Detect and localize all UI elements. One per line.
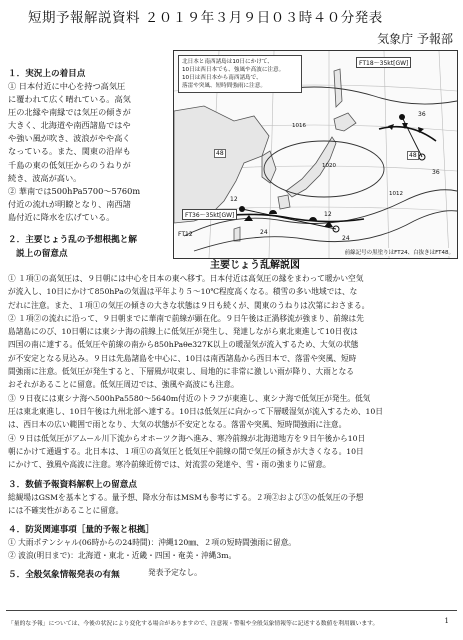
map-caption: 主要じょう乱解説図	[210, 260, 300, 271]
section5-note: 発表予定なし。	[148, 568, 202, 577]
cold-front-north	[379, 123, 436, 141]
page-number: 1	[444, 617, 449, 625]
section2-line: は、西日本の広い範囲で雨となり、大気の状態が不安定となる。落雷や突風、短時間強雨に注意。	[8, 420, 347, 430]
section4-body	[8, 536, 458, 563]
isobar-label: 1016	[292, 123, 306, 129]
section1-line: 千島の東の低気圧からのうねりが	[8, 159, 131, 170]
section5-heading: ５．全般気象情報発表の有無	[8, 570, 120, 580]
section2-line: 島諸島にのび、10日朝には東シナ海の前線上に低気圧が発生し、発達しながら東北東進して10日夜は	[8, 327, 358, 337]
section2-line: ② １項②の流れに沿って、９日朝までに華南で前線が顕在化。９日午後は正渦移流が強まり、前線は先	[8, 313, 364, 323]
section3-body	[8, 491, 458, 518]
section4-line: ① 大雨ポテンシャル(06時からの24時間)：沖縄120㎜、２項の短時間強雨に留意。	[8, 538, 296, 547]
map-annotation-line: 落雷や突風、短時間強雨に注意。	[182, 83, 266, 89]
section1-line: に覆われて広く晴れている。高気	[8, 94, 131, 105]
pressure-label: 12	[324, 211, 332, 218]
section4-heading: ４．防災関連事項［量的予報と根拠］	[8, 525, 155, 535]
section2-line: 朝にかけて通過する。北日本は、１項①の高気圧と低気圧や前線の間で気圧の傾きが大きくなる。10日	[8, 446, 364, 456]
japan-kyushu	[278, 195, 290, 209]
section1-line: なっている。また、関東の沿岸も	[8, 146, 131, 157]
section2-line: 四国の南に達する。低気圧や前線の南から850hPaθe327K以上の暖湿気が流入するため、大気の状態	[8, 340, 359, 350]
issuer: 気象庁 予報部	[377, 32, 453, 46]
pressure-label: 48	[409, 152, 417, 159]
japan-hokkaido	[334, 113, 356, 131]
document-title: 短期予報解説資料 ２０１９年３月９日０３時４０分発表	[28, 10, 383, 26]
asia-continent	[174, 106, 269, 223]
section2-line: ③ ９日夜には東シナ海へ500hPa5580～5640m付近のトラフが東進し、東シナ海で低気圧が発生。低気	[8, 393, 371, 403]
pressure-label: 36	[418, 111, 426, 118]
ft12-label: FT12	[178, 231, 193, 238]
section1-line: や強い風が吹き、波浪がやや高く	[8, 133, 131, 144]
isobar-label: 1012	[389, 191, 403, 197]
footer-note: 「量的な予報」については、今後の状況により変化する場合がありますので、注意報・警報や全般気象情報等に記述する数値を利用願います。	[8, 621, 379, 627]
map-annotation-line: 10日は西日本から南西諸島で、	[182, 75, 262, 81]
section1-line: ① 日本付近に中心を持つ高気圧	[8, 81, 126, 91]
section4-line: ② 波浪(明日まで)：北海道・東北・近畿・四国・奄美・沖縄3m。	[8, 551, 237, 561]
taiwan	[234, 227, 240, 241]
pressure-label: 48	[216, 150, 224, 157]
section2-line: ① １項①の高気圧は、９日朝には中心を日本の東へ移す。日本付近は高気圧の縁をまわって暖かい空気	[8, 274, 364, 283]
map-note: 前線記号の黒塗りはFT24、白抜きはFT48。	[344, 250, 454, 256]
section3-heading: ３．数値予報資料解釈上の留意点	[8, 480, 137, 490]
section1-line: ② 華南では500hPa5700～5760m	[8, 185, 141, 196]
ft18-label: FT18～35kt[GW]	[356, 57, 411, 68]
weather-map	[173, 50, 458, 259]
section2-line: が流入し、10日にかけて850hPaの気温は平年より５～10℃程度高くなる。積雪の多い地域では、な	[8, 287, 358, 297]
section1-body	[8, 80, 173, 224]
isobar-label: 1020	[322, 163, 336, 169]
section1-line: 付近の流れが明瞭となり、南西諸	[8, 198, 131, 209]
section2-line: にかけて、強風や高波に注意。寒冷前線近傍では、対流雲の発達や、雪・雨の強まりに留意。	[8, 460, 331, 470]
section2-body	[8, 272, 458, 471]
section2-line: ④ ９日は低気圧がアムール川下流からオホーツク海へ進み、寒冷前線が北海道地方を９日午後から10日	[8, 433, 366, 443]
pressure-label: 12	[230, 196, 238, 203]
map-annotation-line: 北日本と南西諸島は10日にかけて、	[182, 59, 273, 65]
section2-line: 間強雨に注意。低気圧が発生すると、下層風が収束し、局地的に非常に激しい雨が降り、大雨となる	[8, 367, 354, 377]
section1-line: 島付近に降水を広げている。	[8, 211, 115, 222]
pressure-label: 36	[432, 169, 440, 176]
section2-line: だれに注意。また、１項①の気圧の傾きの大きな状態は９日も続くが、関東のうねりは次第におさまる。	[8, 300, 370, 310]
section2-line: 圧は東北東進し、10日午後は九州北部へ達する。10日は低気圧に向かって下層暖湿気が流入するため、10日	[8, 406, 383, 416]
pressure-label: 24	[342, 235, 350, 242]
section2-line: おそれがあることに留意。低気圧周辺では、強風や高波にも注意。	[8, 380, 239, 390]
section1-line: 続き、波高が高い。	[8, 172, 82, 183]
section3-line: 総観場はGSMを基本とする。量予想、降水分布はMSMも参考にする。２項②および③の低気圧の予想	[8, 493, 364, 502]
section1-line: 大きく、北海道や南西諸島ではや	[8, 120, 131, 131]
section2-heading-line1: ２．主要じょう乱の予想根拠と解	[8, 235, 137, 245]
map-annotation-box	[178, 55, 302, 93]
ft36-label: FT36～35kt[GW]	[182, 209, 237, 220]
section3-line: には不確実性があることに留意。	[8, 506, 124, 516]
footer-divider	[6, 610, 457, 611]
map-annotation-line: 10日は西日本でも、強風や高波に注意。	[182, 67, 285, 73]
pressure-label: 24	[260, 229, 268, 236]
section1-line: 圧の北縁や南縁では気圧の傾きが	[8, 107, 131, 118]
section2-line: が不安定となる見込み。９日は先島諸島を中心に、10日は南西諸島から西日本で、落雷や突風、短時	[8, 353, 357, 363]
section1-heading: １．実況上の着目点	[8, 69, 86, 79]
section2-heading-line2: 説上の留意点	[16, 249, 68, 259]
